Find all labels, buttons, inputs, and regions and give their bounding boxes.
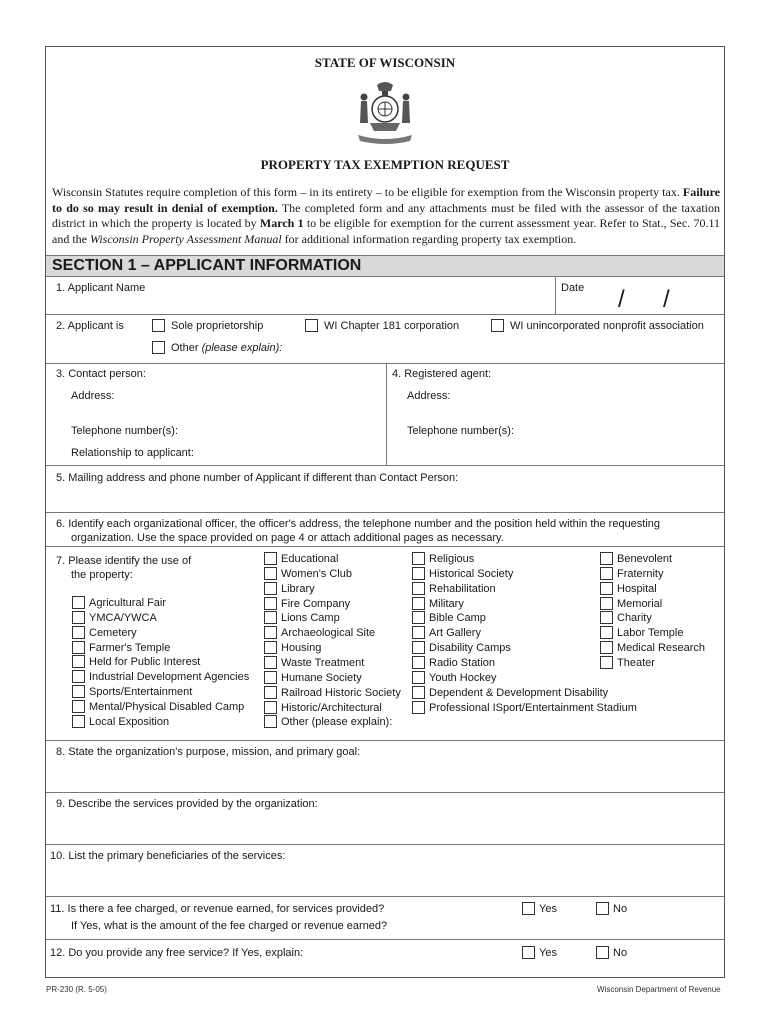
contact-person-label: 3. Contact person: <box>56 368 146 380</box>
property-use-checkbox[interactable] <box>72 655 85 668</box>
property-use-checkbox[interactable] <box>264 626 277 639</box>
property-use-option-label: Historical Society <box>429 567 514 580</box>
property-use-option-label: Railroad Historic Society <box>281 686 401 699</box>
officers-label-line-2: organization. Use the space provided on page 4 or attach additional pages as necessary. <box>71 532 504 544</box>
property-use-checkbox[interactable] <box>264 686 277 699</box>
property-use-option-label: Theater <box>617 656 655 669</box>
applicant-is-label: 2. Applicant is <box>56 320 124 332</box>
property-use-option-label: Industrial Development Agencies <box>89 671 250 684</box>
relationship-label: Relationship to applicant: <box>71 447 194 459</box>
free-service-label: 12. Do you provide any free service? If Yes, explain: <box>50 947 304 959</box>
fee-yes-checkbox[interactable] <box>522 902 535 915</box>
date-label: Date <box>561 282 585 294</box>
officers-label-line-1: 6. Identify each organizational officer, the officer's address, the telephone number and the position held within the requesting <box>56 518 661 530</box>
free-service-no-checkbox[interactable] <box>596 946 609 959</box>
fee-question-label: 11. Is there a fee charged, or revenue earned, for services provided? <box>50 903 385 915</box>
date-separator: / <box>618 286 625 313</box>
property-use-checkbox[interactable] <box>264 611 277 624</box>
department-name: Wisconsin Department of Revenue <box>597 985 721 994</box>
property-use-checkbox[interactable] <box>72 596 85 609</box>
form-id: PR-230 (R. 5-05) <box>46 985 107 994</box>
property-use-option-label: Sports/Entertainment <box>89 686 193 699</box>
property-use-checkbox[interactable] <box>600 567 613 580</box>
property-use-checkbox[interactable] <box>600 611 613 624</box>
property-use-checkbox[interactable] <box>600 656 613 669</box>
property-use-checkbox[interactable] <box>412 611 425 624</box>
property-use-checkbox[interactable] <box>264 715 277 728</box>
property-use-checkbox[interactable] <box>72 670 85 683</box>
property-use-checkbox[interactable] <box>264 641 277 654</box>
property-use-option-label: Charity <box>617 612 652 625</box>
contact-address-label: Address: <box>71 390 115 402</box>
other-applicant-checkbox[interactable] <box>152 341 165 354</box>
agent-address-label: Address: <box>407 390 451 402</box>
free-service-yes-checkbox[interactable] <box>522 946 535 959</box>
property-use-checkbox[interactable] <box>264 597 277 610</box>
property-use-option-label: Professional ISport/Entertainment Stadium <box>429 701 637 714</box>
property-use-option-label: Military <box>429 597 464 610</box>
property-use-checkbox[interactable] <box>412 552 425 565</box>
property-use-checkbox[interactable] <box>412 671 425 684</box>
beneficiaries-label: 10. List the primary beneficiaries of the services: <box>50 850 286 862</box>
date-separator: / <box>663 286 670 313</box>
property-use-option-label: Medical Research <box>617 642 706 655</box>
property-use-option-label: Held for Public Interest <box>89 656 201 669</box>
property-use-option-label: Educational <box>281 553 339 565</box>
property-use-option-label: YMCA/YWCA <box>89 611 157 624</box>
property-use-checkbox[interactable] <box>600 641 613 654</box>
property-use-checkbox[interactable] <box>264 656 277 669</box>
property-use-checkbox[interactable] <box>412 567 425 580</box>
property-use-option-label: Fire Company <box>281 597 351 610</box>
services-label: 9. Describe the services provided by the organization: <box>56 798 318 810</box>
property-use-checkbox[interactable] <box>412 686 425 699</box>
property-use-label-line-2: the property: <box>71 569 133 581</box>
property-use-option-label: Agricultural Fair <box>89 597 167 609</box>
property-use-option-label: Archaeological Site <box>281 627 376 640</box>
property-use-option-label: Memorial <box>617 597 663 610</box>
property-use-checkbox[interactable] <box>412 656 425 669</box>
fee-amount-label: If Yes, what is the amount of the fee charged or revenue earned? <box>71 920 388 932</box>
property-use-checkbox[interactable] <box>72 715 85 728</box>
property-use-checkbox[interactable] <box>412 597 425 610</box>
property-use-option-label: Disability Camps <box>429 642 511 655</box>
property-use-option-label: Youth Hockey <box>429 671 497 684</box>
form-title: PROPERTY TAX EXEMPTION REQUEST <box>260 157 510 172</box>
purpose-label: 8. State the organization's purpose, mission, and primary goal: <box>56 746 361 758</box>
property-use-option-label: Local Exposition <box>89 715 170 728</box>
property-use-checkbox[interactable] <box>412 626 425 639</box>
agent-phone-label: Telephone number(s): <box>407 425 515 437</box>
property-use-option-label: Dependent & Development Disability <box>429 686 609 699</box>
property-use-checkbox[interactable] <box>72 641 85 654</box>
property-use-option-label: Women's Club <box>281 567 352 580</box>
property-use-option-label: Bible Camp <box>429 612 486 625</box>
state-heading: STATE OF WISCONSIN <box>314 55 456 70</box>
property-use-checkbox[interactable] <box>72 626 85 639</box>
applicant-name-label: 1. Applicant Name <box>56 282 146 294</box>
unincorporated-nonprofit-checkbox[interactable] <box>491 319 504 332</box>
property-use-option-label: Housing <box>281 642 322 655</box>
property-use-checkbox[interactable] <box>600 626 613 639</box>
property-use-option-label: Historic/Architectural <box>281 701 382 714</box>
property-use-option-label: Cemetery <box>89 626 137 639</box>
property-use-checkbox[interactable] <box>72 685 85 698</box>
property-use-option-label: Hospital <box>617 582 657 595</box>
property-use-checkbox[interactable] <box>72 611 85 624</box>
property-use-checkbox[interactable] <box>72 700 85 713</box>
property-use-option-label: Farmer's Temple <box>89 641 171 654</box>
property-use-option-label: Waste Treatment <box>281 656 365 669</box>
contact-phone-label: Telephone number(s): <box>71 425 179 437</box>
property-use-option-label: Labor Temple <box>617 627 684 640</box>
property-use-option-label: Lions Camp <box>281 612 340 625</box>
property-use-option-label: Other (please explain): <box>281 716 393 729</box>
property-use-option-label: Radio Station <box>429 656 496 669</box>
chapter-181-checkbox[interactable] <box>305 319 318 332</box>
property-use-option-label: Mental/Physical Disabled Camp <box>89 700 245 713</box>
property-use-option-label: Art Gallery <box>429 627 481 640</box>
mailing-address-label: 5. Mailing address and phone number of Applicant if different than Contact Person: <box>56 472 459 484</box>
property-use-checkbox[interactable] <box>412 582 425 595</box>
property-use-option-label: Fraternity <box>617 567 664 580</box>
property-use-checkbox[interactable] <box>600 597 613 610</box>
intro-paragraph: Wisconsin Statutes require completion of this form – in its entirety – to be eligible for exemption from the Wisconsin property tax. Failure to do so may result in denial of exemption. The completed form and any attachments must be filed with the assessor of the taxation district in which the property is located by March 1 to be eligible for exemption for the current assessment year. Refer to Stat., Sec. 70.11 and the Wisconsin Property Assessment Manual for additional information regarding property tax exemption. <box>52 185 721 246</box>
property-use-checkbox[interactable] <box>264 701 277 714</box>
property-use-option-label: Rehabilitation <box>429 582 496 595</box>
other-applicant-label: Other (please explain): <box>171 342 283 354</box>
property-use-label-line-1: 7. Please identify the use of <box>56 555 192 567</box>
property-use-checkbox[interactable] <box>264 567 277 580</box>
property-use-checkbox[interactable] <box>600 552 613 565</box>
property-use-option-label: Library <box>281 582 315 595</box>
section-1-header: SECTION 1 – APPLICANT INFORMATION <box>46 255 724 277</box>
property-use-checkbox[interactable] <box>412 701 425 714</box>
fee-no-checkbox[interactable] <box>596 902 609 915</box>
property-use-checkbox[interactable] <box>600 582 613 595</box>
property-use-option-label: Humane Society <box>281 671 362 684</box>
property-use-checkbox[interactable] <box>412 641 425 654</box>
registered-agent-label: 4. Registered agent: <box>392 368 492 380</box>
state-seal-icon <box>352 79 418 147</box>
form-frame: STATE OF WISCONSIN PROPERTY TAX EXEMPTION REQUEST Wisconsin Statutes require completion of this form – in its entirety – to be eligible for exemption from the Wisconsin property tax. Failure to do so may result in denial of exemption. The completed form and any attachments must be filed with the assessor of the taxation district in which the property is located by March 1 to be eligible for exemption for the current assessment year. Refer to Stat., Sec. 70.11 and the Wisconsin Property Assessment Manual for additional information regarding property tax exemption. SECTION 1 – APPLICANT INFORMATION 1. Applicant Name Date / / 2. Applicant is Sole proprietorship WI Chapter 181 corporation WI unincorporated nonprofit association Other (please explain): 3. Contact person: Address: Telephone number(s): Relationship to applicant: 4. Registered agent: Address: Telephone number(s): 5. Mailing address and phone number of Applicant if different than Contact Person: 6. Identify each organizational officer, the officer's address, the telephone number and the position held within the requesting organization. Use the space provided on page 4 or attach additional pages as necessary. 7. Please identify the use of the property: Agricultural Fair YMCA/YWCA Cemetery Farmer's Temple Held for Public Interest Industrial Development Agencies Sports/Entertainment Mental/Physical Disabled Camp Local Exposition Educational Women's Club Library Fire Company Lions Camp Archaeological Site Housing Waste Treatment Humane Society Railroad Historic Society Historic/Architectural Other (please explain): Religious Historical Society Rehabilitation Military Bible Camp Art Gallery Disability Camps Radio Station Youth Hockey Dependent & Development Disability Professional ISport/Entertainment Stadium Benevolent Fraternity Hospital Memorial Charity Labor Temple Medical Research Theater 8. State the organization's purpose, mission, and primary goal: 9. Describe the services provided by the organization: 10. List the primary beneficiaries of the services: 11. Is there a fee charged, or revenue earned, for services provided? If Yes, what is the amount of the fee charged or revenue earned? Yes No 12. Do you provide any free service? If Yes, explain: Yes No <box>45 46 725 978</box>
property-use-option-label: Religious <box>429 553 475 565</box>
property-use-checkbox[interactable] <box>264 552 277 565</box>
property-use-checkbox[interactable] <box>264 671 277 684</box>
sole-proprietorship-checkbox[interactable] <box>152 319 165 332</box>
property-use-checkbox[interactable] <box>264 582 277 595</box>
property-use-option-label: Benevolent <box>617 553 673 565</box>
